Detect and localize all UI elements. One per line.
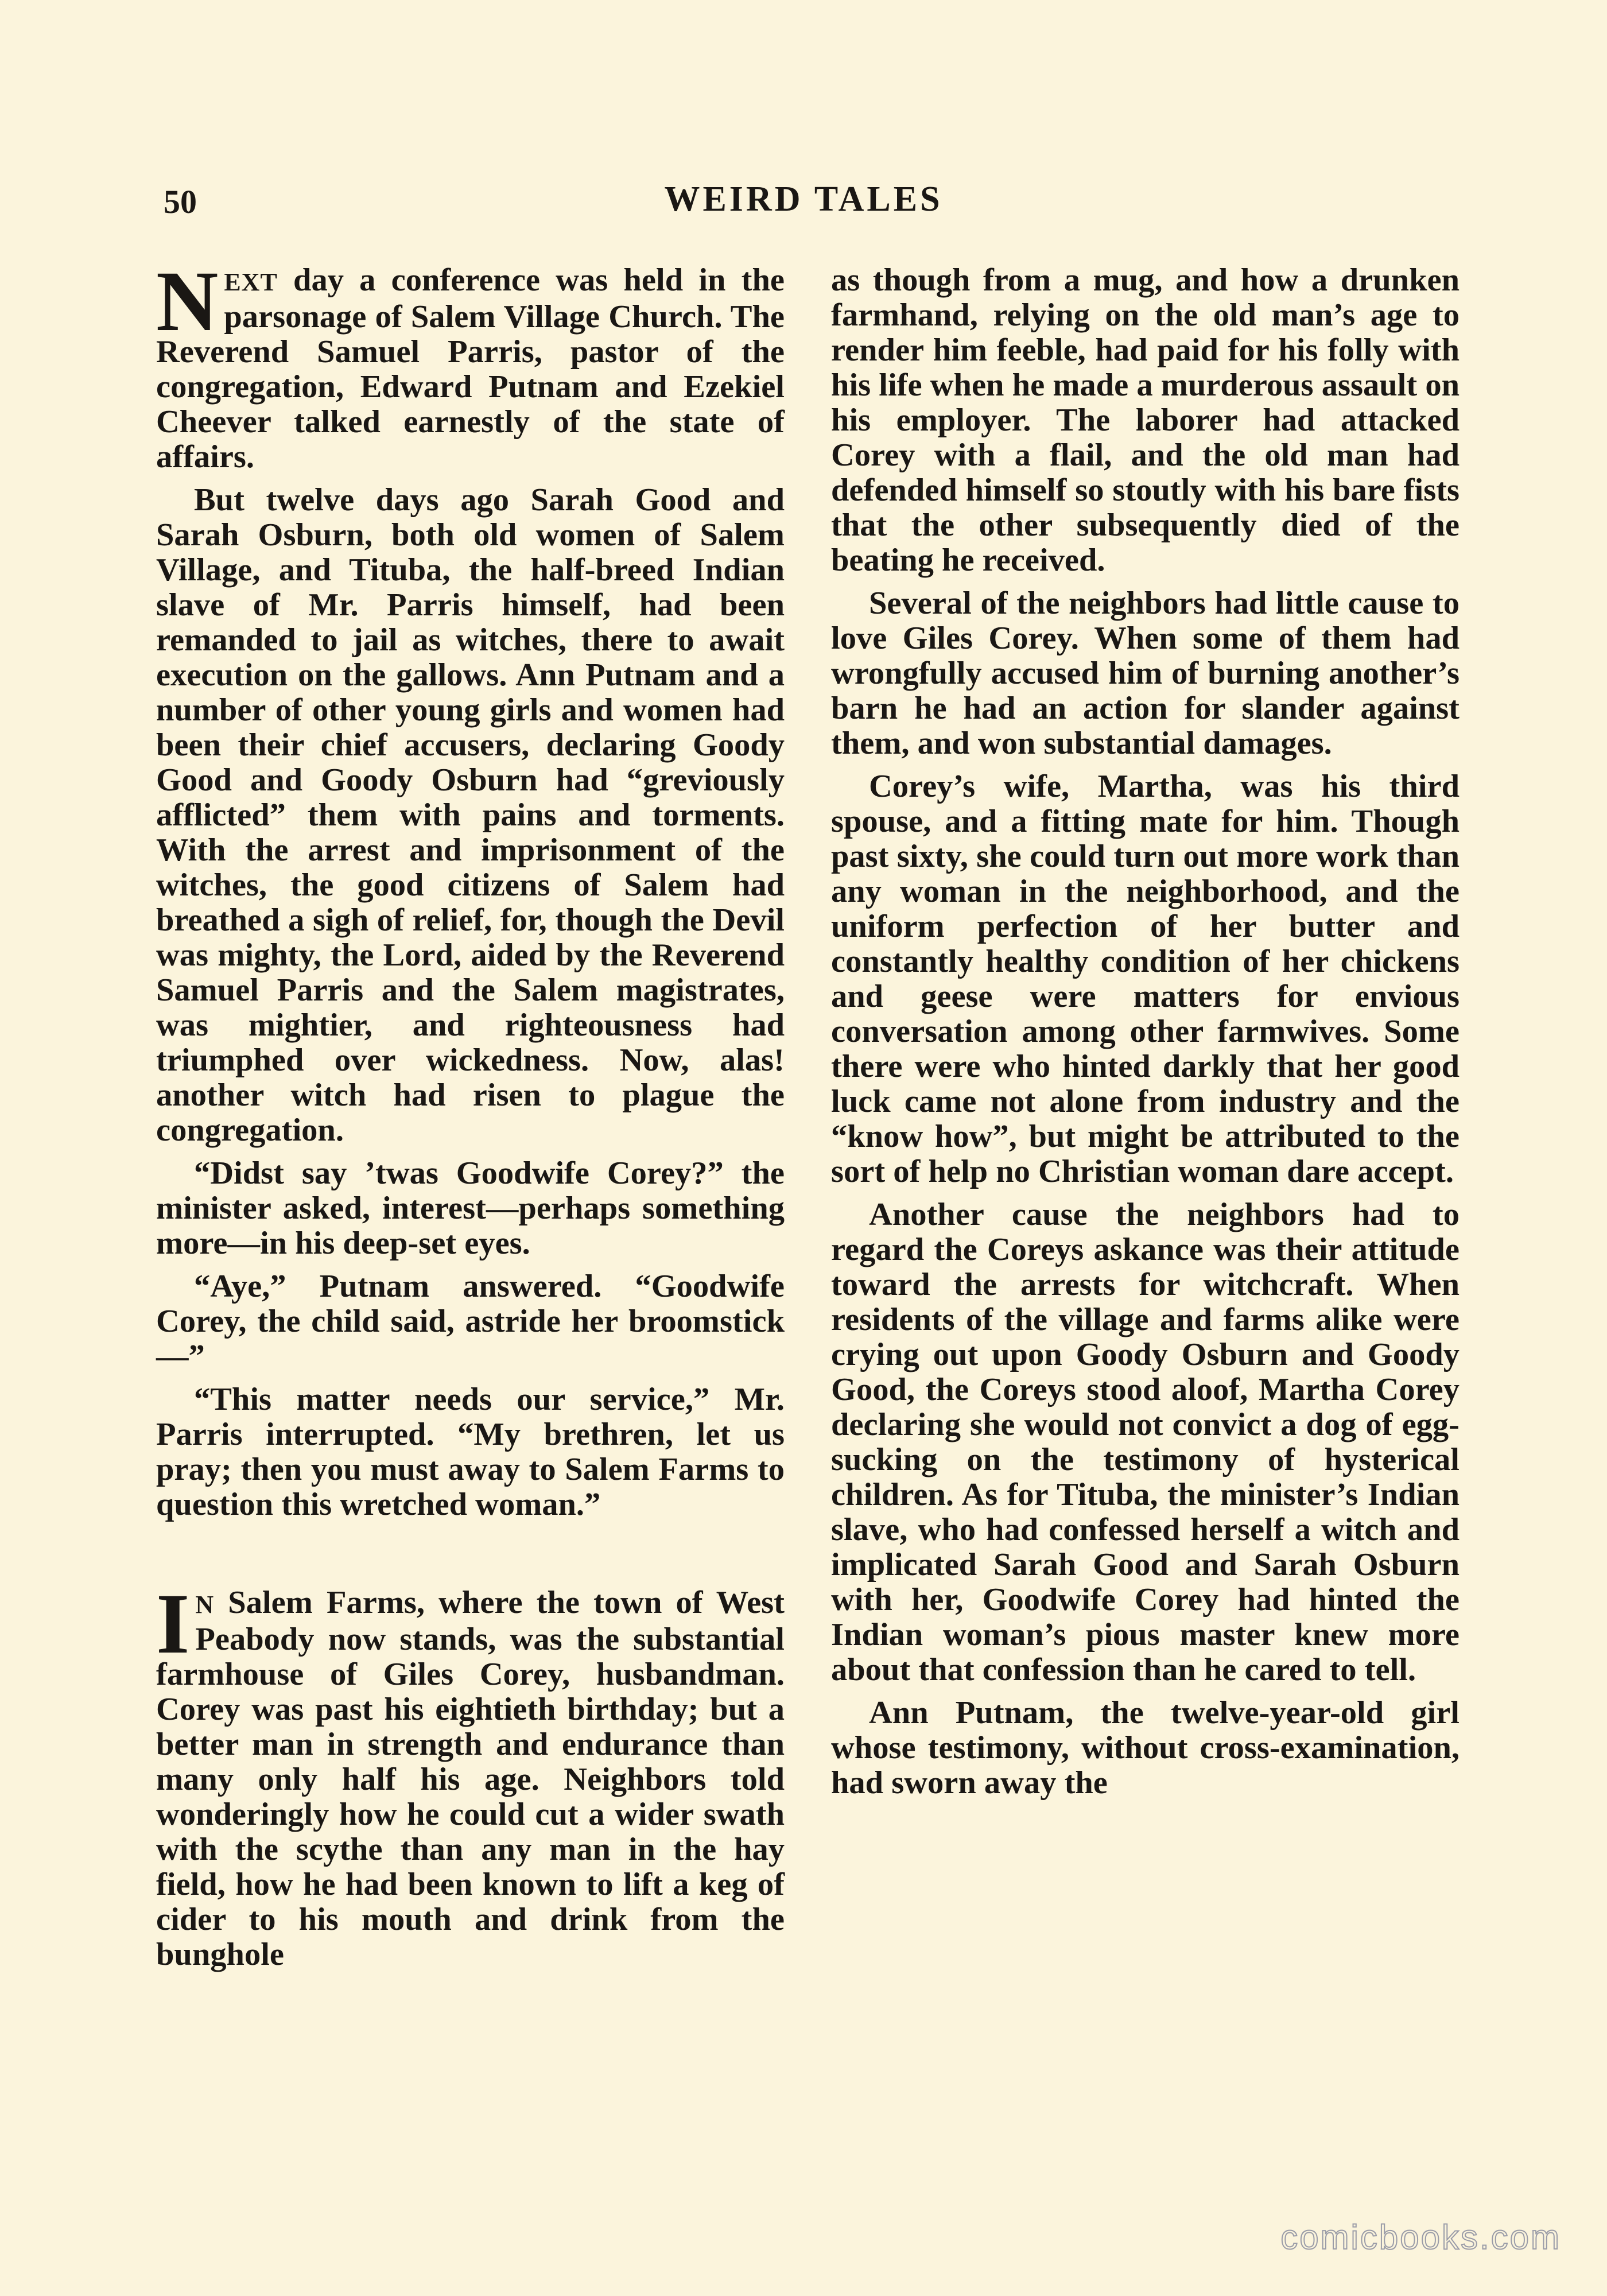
page-number: 50 — [164, 183, 197, 220]
paragraph: But twelve days ago Sarah Good and Sarah Osburn, both old women of Salem Village, and Tituba, the half-breed Indian slave of Mr. Parris himself, had been remanded to jail as witches, there to await execution on the gallows. Ann Putnam and a number of other young girls and women had been their chief accusers, declaring Goody Good and Goody Osburn had “greviously afflicted” them with pains and torments. With the arrest and imprisonment of the witches, the good citizens of Salem had breathed a sigh of relief, for, though the Devil was mighty, the Lord, aided by the Reverend Samuel Parris and the Salem magistrates, was mightier, and righteousness had triumphed over wickedness. Now, alas! another witch had risen to plague the congregation. — [156, 482, 785, 1148]
paragraph — [156, 254, 785, 475]
section-opening-paragraph — [156, 1576, 785, 1972]
running-title: WEIRD TALES — [664, 180, 943, 219]
paragraph: Ann Putnam, the twelve-year-old girl whose testimony, without cross-examination, had sworn away the — [831, 1695, 1460, 1801]
watermark: comicbooks.com — [1280, 2218, 1561, 2256]
paragraph: Several of the neighbors had little cause to love Giles Corey. When some of them had wrongfully accused him of burning another’s barn he had an action for slander against them, and won substantial damages. — [831, 585, 1460, 761]
paragraph: “Aye,” Putnam answered. “Goodwife Corey, the child said, astride her broomstick—” — [156, 1269, 785, 1374]
page-header — [0, 172, 1607, 230]
paragraph-text: Salem Farms, where the town of West Peabody now stands, was the substantial farmhouse of Giles Corey, husbandman. Corey was past his eightieth birthday; but a better man in strength and endurance than many only half his age. Neighbors told wonderingly how he could cut a wider swath with the scythe than any man in the hay field, how he had been known to lift a keg of cider to his mouth and drink from the bunghole — [156, 1585, 785, 1972]
small-caps-lead: N — [195, 1591, 215, 1619]
paragraph: as though from a mug, and how a drunken farmhand, relying on the old man’s age to render him feeble, had paid for his folly with his life when he made a murderous assault on his employer. The laborer had attacked Corey with a flail, and the old man had defended himself so stoutly with his bare fists that the other subsequently died of the beating he received. — [831, 262, 1460, 578]
left-column — [156, 254, 785, 1972]
paragraph: “This matter needs our service,” Mr. Parris interrupted. “My brethren, let us pray; then you must away to Salem Farms to question this wretched woman.” — [156, 1382, 785, 1522]
drop-cap: N — [156, 254, 219, 349]
paragraph: Another cause the neighbors had to regard the Coreys askance was their attitude toward the arrests for witchcraft. When residents of the village and farms alike were crying out upon Goody Osburn and Goody Good, the Coreys stood aloof, Martha Corey declaring she would not convict a dog of egg-sucking on the testimony of hysterical children. As for Tituba, the minister’s Indian slave, who had confessed herself a witch and implicated Sarah Good and Sarah Osburn with her, Goodwife Corey had hinted the Indian woman’s pious master knew more about that confession than he cared to tell. — [831, 1197, 1460, 1688]
paragraph: Corey’s wife, Martha, was his third spouse, and a fitting mate for him. Though past sixty, she could turn out more work than any woman in the neighborhood, and the uniform perfection of her butter and constantly healthy condition of her chickens and geese were matters for envious conversation among other farmwives. Some there were who hinted darkly that her good luck came not alone from industry and the “know how”, but might be attributed to the sort of help no Christian woman dare accept. — [831, 769, 1460, 1189]
right-column — [831, 263, 1460, 1801]
paragraph-text: day a conference was held in the parsonage of Salem Village Church. The Reverend Samuel Parris, pastor of the congregation, Edward Putnam and Ezekiel Cheever talked earnestly of the state of affairs. — [156, 262, 785, 475]
paragraph: “Didst say ’twas Goodwife Corey?” the minister asked, interest—perhaps something more—in his deep-set eyes. — [156, 1155, 785, 1261]
drop-cap: I — [156, 1576, 190, 1671]
small-caps-lead: EXT — [224, 268, 278, 296]
